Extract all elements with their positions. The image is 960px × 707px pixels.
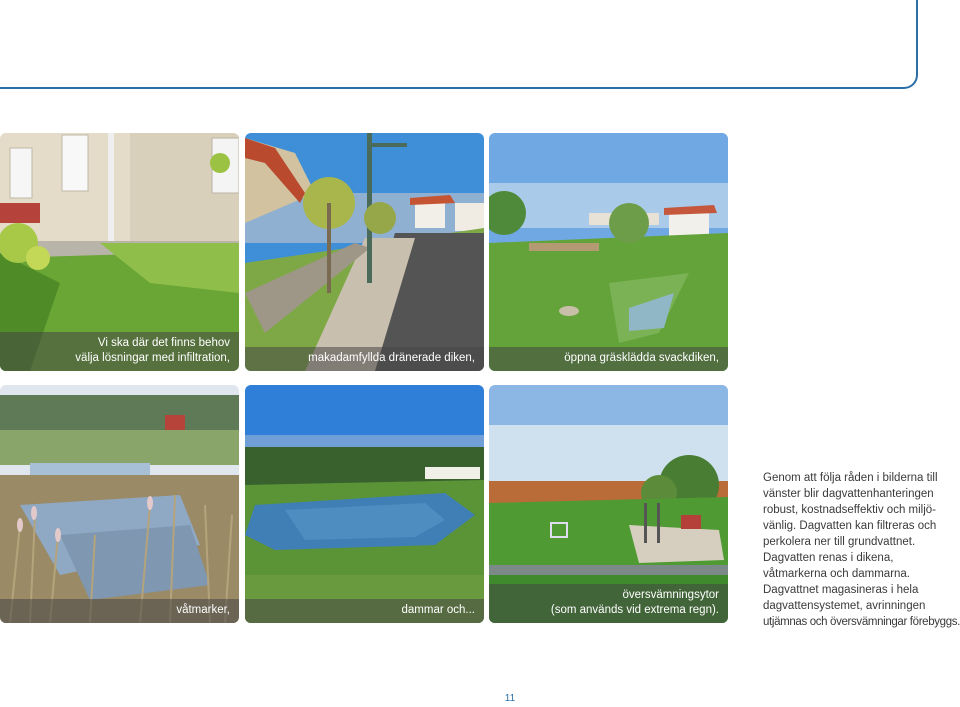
photo-dammar	[245, 385, 484, 623]
caption-dammar-line-1: dammar och...	[401, 604, 475, 616]
body-line: Dagvattnet magasineras i hela	[763, 584, 919, 596]
body-line: dagvattensystemet, avrinningen	[763, 600, 926, 612]
caption-svackdiken-line-1: öppna gräsklädda svackdiken,	[564, 352, 719, 364]
top-frame	[0, 0, 918, 89]
photo-svackdiken	[489, 133, 728, 371]
photo-svackdiken-image	[489, 133, 728, 371]
photo-vatmarker-image	[0, 385, 239, 623]
body-line: vänster blir dagvattenhanteringen	[763, 488, 934, 500]
body-line: perkolera ner till grundvattnet.	[763, 536, 916, 548]
caption-svackdiken	[489, 347, 728, 371]
body-line: robust, kostnadseffektiv och miljö-	[763, 504, 937, 516]
photo-dammar-image	[245, 385, 484, 623]
photo-oversvamning	[489, 385, 728, 623]
caption-makadam-line-1: makadamfyllda dränerade diken,	[308, 352, 475, 364]
caption-dammar	[245, 599, 484, 623]
caption-oversvamning-line-1: översvämningsytor	[622, 589, 719, 601]
caption-infiltration-line-2: välja lösningar med infiltration,	[75, 352, 230, 364]
body-line: vänlig. Dagvatten kan filtreras och	[763, 520, 937, 532]
caption-oversvamning	[489, 584, 728, 623]
page-number: 11	[504, 693, 516, 704]
body-line: Dagvatten renas i dikena,	[763, 552, 894, 564]
photo-infiltration	[0, 133, 239, 371]
caption-vatmarker	[0, 599, 239, 623]
photo-vatmarker	[0, 385, 239, 623]
caption-vatmarker-line-1: våtmarker,	[176, 604, 230, 616]
body-line: våtmarkerna och dammarna.	[763, 568, 911, 580]
photo-makadam-image	[245, 133, 484, 371]
photo-makadam	[245, 133, 484, 371]
caption-infiltration	[0, 332, 239, 371]
caption-infiltration-line-1: Vi ska där det finns behov	[97, 337, 230, 349]
caption-oversvamning-line-2: (som används vid extrema regn).	[550, 604, 719, 616]
caption-makadam	[245, 347, 484, 371]
body-line: Genom att följa råden i bilderna till	[763, 472, 938, 484]
body-paragraph	[763, 470, 960, 630]
body-line: utjämnas och översvämningar förebyggs.	[763, 616, 960, 628]
